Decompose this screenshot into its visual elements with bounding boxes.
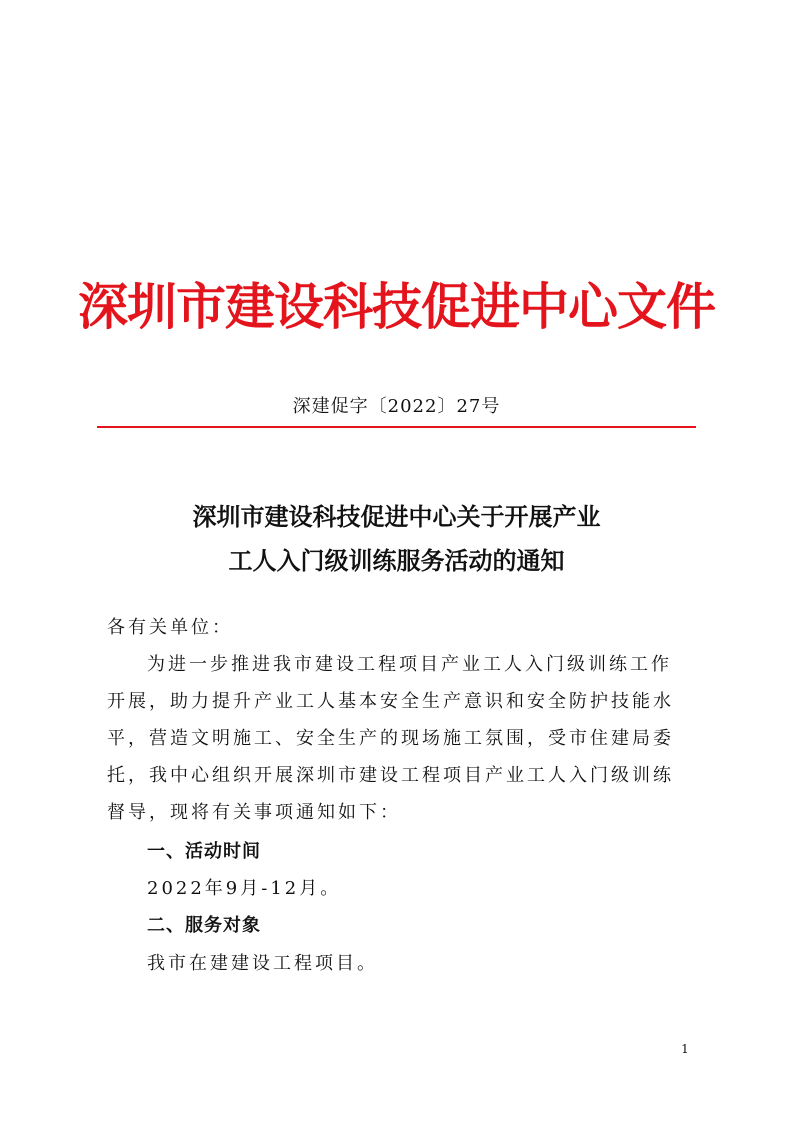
section-text: 我市在建建设工程项目。: [147, 953, 378, 974]
section-heading: 一、活动时间: [147, 841, 261, 862]
notice-title: [0, 495, 793, 583]
paragraph-line: 为进一步推进我市建设工程项目产业工人入门级训练工作: [147, 654, 672, 675]
page-number: 1: [681, 1042, 689, 1056]
section-heading: 二、服务对象: [147, 915, 261, 936]
paragraph-line: 托，我中心组织开展深圳市建设工程项目产业工人入门级训练: [107, 765, 674, 786]
paragraph-line: 开展，助力提升产业工人基本安全生产意识和安全防护技能水: [107, 691, 674, 712]
paragraph-line: 平，营造文明施工、安全生产的现场施工氛围，受市住建局委: [107, 728, 674, 749]
issuer-header-title: 深圳市建设科技促进中心文件: [78, 277, 715, 336]
notice-title-line: 深圳市建设科技促进中心关于开展产业: [192, 502, 601, 531]
header-divider: [97, 426, 696, 428]
section-text: 2022年9月-12月。: [147, 878, 342, 899]
paragraph-line: 督导，现将有关事项通知如下：: [107, 802, 401, 823]
salutation: 各有关单位：: [107, 617, 233, 638]
document-number: 深建促字〔2022〕27号: [292, 396, 501, 417]
notice-title-line: 工人入门级训练服务活动的通知: [228, 546, 565, 575]
